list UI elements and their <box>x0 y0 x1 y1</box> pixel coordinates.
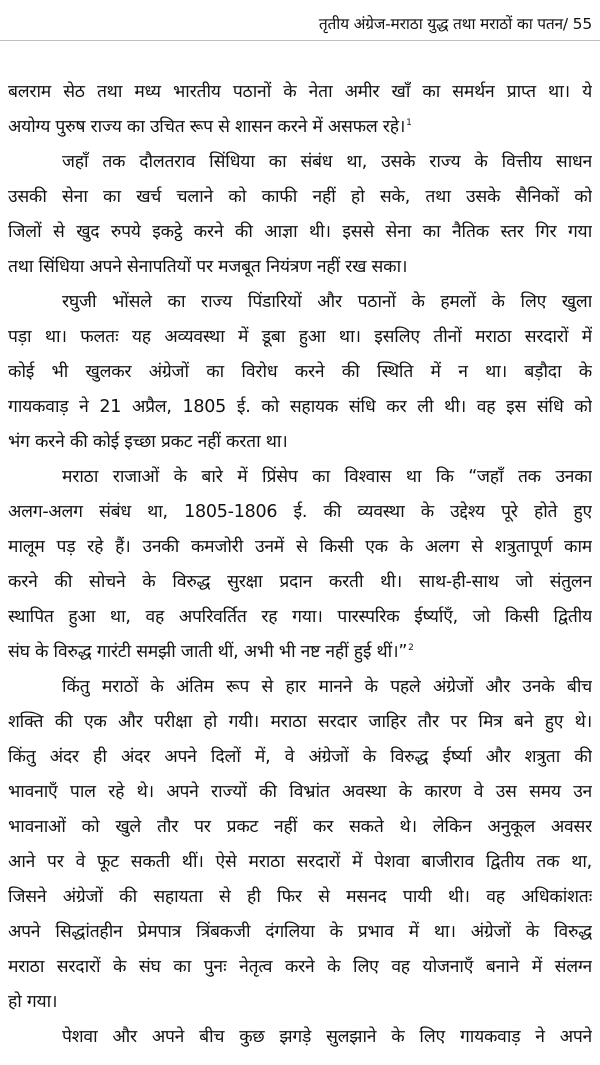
running-header: तृतीय अंग्रेज-मराठा युद्ध तथा मराठों का पतन/ 55 <box>318 15 592 33</box>
paragraph-line: भावनाओं को खुले तौर पर प्रकट नहीं कर सकते थे। लेकिन अनुकूल अवसर <box>8 817 592 837</box>
paragraph-line: किंतु अंदर ही अंदर अपने दिलों में, वे अंग्रेजों के विरुद्ध ईर्ष्या और शत्रुता की <box>8 747 592 767</box>
paragraph-line: आने पर वे फूट सकती थीं। ऐसे मराठा सरदारों में पेशवा बाजीराव द्वितीय तक था, <box>8 852 592 872</box>
paragraph-line: शक्ति की एक और परीक्षा हो गयी। मराठा सरदार जाहिर तौर पर मित्र बने हुए थे। <box>8 712 592 732</box>
paragraph-line: मालूम पड़ रहे हैं। उनकी कमजोरी उनमें से किसी एक के अलग से शत्रुतापूर्ण काम <box>8 537 592 557</box>
paragraph-line: किंतु मराठों के अंतिम रूप से हार मानने के पहले अंग्रेजों और उनके बीच <box>62 677 592 697</box>
paragraph-line: मराठा सरदारों के संघ का पुनः नेतृत्व करने के लिए वह योजनाएँ बनाने में संलग्न <box>8 957 592 977</box>
header-rule <box>0 40 600 41</box>
paragraph-line: तथा सिंधिया अपने सेनापतियों पर मजबूत नियंत्रण नहीं रख सका। <box>8 257 408 277</box>
paragraph-line: उसकी सेना का खर्च चलाने को काफी नहीं हो सके, तथा उसके सैनिकों को <box>8 187 592 207</box>
paragraph-line: अलग-अलग संबंध था, 1805-1806 ई. की व्यवस्था के उद्देश्य पूरे होते हुए <box>8 502 592 522</box>
paragraph-line: पड़ा था। फलतः यह अव्यवस्था में डूबा हुआ था। इसलिए तीनों मराठा सरदारों में <box>8 327 592 347</box>
paragraph-line: अयोग्य पुरुष राज्य का उचित रूप से शासन करने में असफल रहे।$^1$ <box>8 117 412 137</box>
paragraph-line: गायकवाड़ ने 21 अप्रैल, 1805 ई. को सहायक संधि कर ली थी। वह इस संधि को <box>8 397 592 417</box>
paragraph-line: रघुजी भोंसले का राज्य पिंडारियों और पठानों के हमलों के लिए खुला <box>62 292 592 312</box>
paragraph-line: बलराम सेठ तथा मध्य भारतीय पठानों के नेता अमीर खाँ का समर्थन प्राप्त था। ये <box>8 82 592 102</box>
body-text <box>8 75 592 1055</box>
paragraph-line: भंग करने की कोई इच्छा प्रकट नहीं करता था। <box>8 432 288 452</box>
paragraph-line: अपने सिद्धांतहीन प्रेमपात्र त्रिंबकजी दंगलिया के प्रभाव में था। अंग्रेजों के विरुद्ध <box>8 922 592 942</box>
paragraph-line: मराठा राजाओं के बारे में प्रिंसेप का विश्वास था कि “जहाँ तक उनका <box>62 467 592 487</box>
paragraph-line: कोई भी खुलकर अंग्रेजों का विरोध करने की स्थिति में न था। बड़ौदा के <box>8 362 592 382</box>
paragraph-line: भावनाएँ पाल रहे थे। अपने राज्यों की विभ्रांत अवस्था के कारण वे उस समय उन <box>8 782 592 802</box>
paragraph-line: हो गया। <box>8 992 58 1012</box>
paragraph-line: जिसने अंग्रेजों की सहायता से ही फिर से मसनद पायी थी। वह अधिकांशतः <box>8 887 592 907</box>
paragraph-line: जहाँ तक दौलतराव सिंधिया का संबंध था, उसके राज्य के वित्तीय साधन <box>62 152 592 172</box>
paragraph-line: स्थापित हुआ था, वह अपरिवर्तित रह गया। पारस्परिक ईर्ष्याएँ, जो किसी द्वितीय <box>8 607 592 627</box>
paragraph-line: जिलों से खुद रुपये इकट्ठे करने की आज्ञा थी। इससे सेना का नैतिक स्तर गिर गया <box>8 222 592 242</box>
footnote-marker: 1 <box>406 118 412 129</box>
paragraph-line: करने की सोचने के विरुद्ध सुरक्षा प्रदान करती थी। साथ-ही-साथ जो संतुलन <box>8 572 592 592</box>
paragraph-line: पेशवा और अपने बीच कुछ झगड़े सुलझाने के लिए गायकवाड़ ने अपने <box>62 1027 592 1047</box>
paragraph-line: संघ के विरुद्ध गारंटी समझी जाती थीं, अभी भी नष्ट नहीं हुई थीं।”$^2$ <box>8 642 414 662</box>
footnote-marker: 2 <box>408 643 414 654</box>
